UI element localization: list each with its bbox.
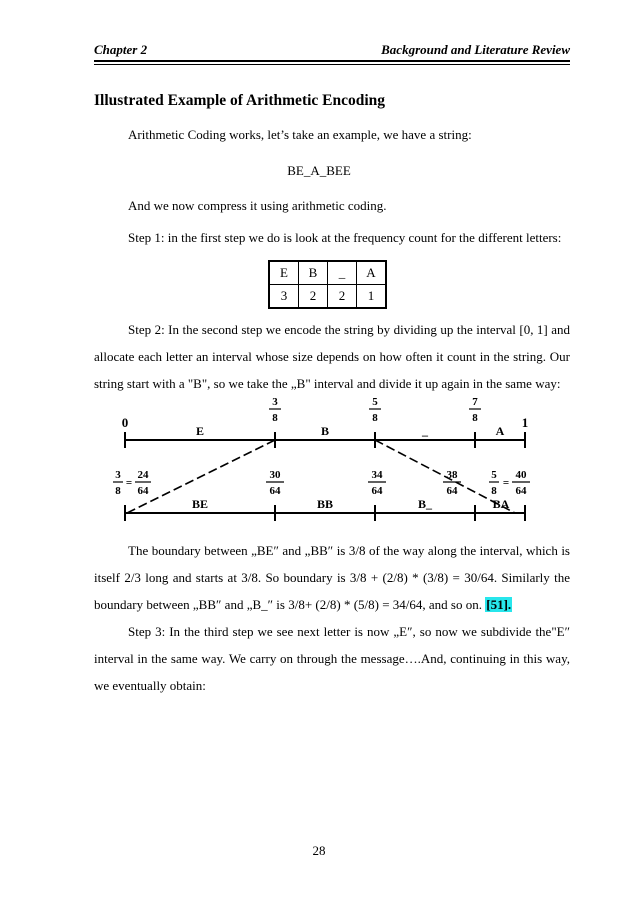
segment-label-be: BE <box>191 497 209 511</box>
denominator: 8 <box>491 485 497 497</box>
paragraph-step3: Step 3: In the third step we see next letter is now „E″, so now we subdivide the"E″ interval in the same way. We carry on through the message….And, continuing in this way, we eventually obtain: <box>94 624 570 693</box>
segment-label-underscore: _ <box>422 424 428 438</box>
section-title: Illustrated Example of Arithmetic Encoding <box>94 92 386 109</box>
numerator: 30 <box>269 469 281 481</box>
fraction-5-8 <box>369 396 381 424</box>
table-cell: _ <box>328 261 357 285</box>
denominator: 64 <box>446 485 458 497</box>
table-cell: 3 <box>269 285 299 309</box>
segment-label-a: A <box>495 424 505 438</box>
fraction-30-64 <box>266 469 284 497</box>
paragraph-boundary <box>94 537 570 618</box>
segment-label-ba: BA <box>492 497 510 511</box>
segment-label-b: B <box>320 424 330 438</box>
paragraph-step1: Step 1: in the first step we do is look at the frequency count for the different letters: <box>128 230 562 245</box>
page-number: 28 <box>312 843 326 858</box>
denominator: 8 <box>372 412 378 424</box>
page-header <box>94 40 570 60</box>
numerator: 3 <box>272 396 278 408</box>
paragraph-intro: Arithmetic Coding works, let’s take an example, we have a string: <box>128 127 472 142</box>
fraction-3-8 <box>269 396 281 424</box>
table-cell: 1 <box>357 285 387 309</box>
fraction-7-8 <box>469 396 481 424</box>
equals-sign: = <box>125 477 133 489</box>
table-row <box>269 261 386 285</box>
header-rule-thin <box>94 64 570 65</box>
table-cell: B <box>299 261 328 285</box>
denominator: 8 <box>272 412 278 424</box>
section-label: Background and Literature Review <box>381 42 570 57</box>
denominator: 64 <box>269 485 281 497</box>
header-rule <box>94 60 570 62</box>
table-cell: E <box>269 261 299 285</box>
label-one: 1 <box>521 415 529 430</box>
denominator: 64 <box>515 485 527 497</box>
numerator: 5 <box>372 396 378 408</box>
fraction-3-8-equals-24-64 <box>113 469 151 497</box>
paragraph-step2: Step 2: In the second step we encode the string by dividing up the interval [0, 1] and allocate each letter an interval whose size depends on how often it count in the string. Our string start with a "B", so we take the „B" interval and divide it up again in the same way: <box>94 322 570 391</box>
denominator: 8 <box>115 485 121 497</box>
numerator: 3 <box>115 469 121 481</box>
segment-label-e: E <box>195 424 205 438</box>
segment-label-b-underscore: B_ <box>417 497 433 511</box>
citation-link[interactable]: [51]. <box>486 597 512 612</box>
table-cell: 2 <box>328 285 357 309</box>
numerator: 7 <box>472 396 478 408</box>
frequency-table <box>268 260 387 309</box>
denominator: 64 <box>371 485 383 497</box>
numerator: 38 <box>446 469 458 481</box>
paragraph-compress: And we now compress it using arithmetic coding. <box>128 198 387 213</box>
equals-sign: = <box>502 477 510 489</box>
label-zero: 0 <box>121 415 129 430</box>
fraction-34-64 <box>368 469 386 497</box>
denominator: 8 <box>472 412 478 424</box>
table-row <box>269 285 386 309</box>
example-string: BE_A_BEE <box>287 163 351 178</box>
fraction-5-8-equals-40-64 <box>489 469 530 497</box>
table-cell: 2 <box>299 285 328 309</box>
chapter-label: Chapter 2 <box>94 42 148 57</box>
numerator: 34 <box>371 469 383 481</box>
table-cell: A <box>357 261 387 285</box>
arithmetic-interval-diagram <box>105 387 565 522</box>
segment-label-bb: BB <box>316 497 334 511</box>
numerator: 24 <box>137 469 149 481</box>
denominator: 64 <box>137 485 149 497</box>
numerator: 40 <box>515 469 527 481</box>
boundary-text: The boundary between „BE″ and „BB″ is 3/8 of the way along the interval, which is itself 2/3 long and starts at 3/8. So boundary is 3/8 + (2/8) * (3/8) = 30/64. Similarly the boundary between „BB″ and „B_″ is 3/8+ (2/8) * (5/8) = 34/64, and so on. <box>94 543 570 612</box>
numerator: 5 <box>491 469 497 481</box>
